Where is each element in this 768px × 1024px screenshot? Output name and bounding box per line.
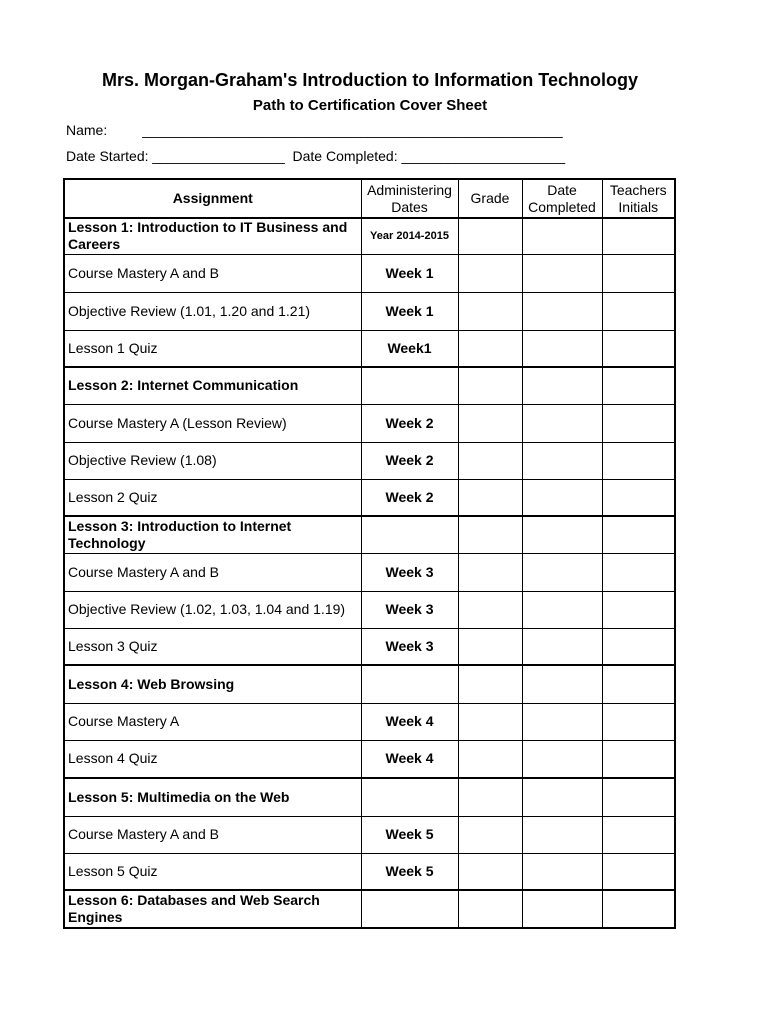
administering-dates-cell: Week 3 bbox=[361, 628, 458, 665]
date-completed-cell[interactable] bbox=[522, 778, 602, 816]
assignment-cell: Course Mastery A and B bbox=[64, 254, 361, 292]
teachers-initials-cell[interactable] bbox=[602, 816, 675, 853]
administering-dates-cell: Week 1 bbox=[361, 292, 458, 330]
date-completed-cell[interactable] bbox=[522, 516, 602, 553]
table-body bbox=[64, 218, 675, 928]
teachers-initials-cell[interactable] bbox=[602, 516, 675, 553]
date-completed-cell[interactable] bbox=[522, 330, 602, 367]
date-completed-cell[interactable] bbox=[522, 740, 602, 778]
administering-dates-cell: Week 4 bbox=[361, 740, 458, 778]
assignment-cell: Course Mastery A (Lesson Review) bbox=[64, 404, 361, 442]
assignment-cell: Lesson 4: Web Browsing bbox=[64, 665, 361, 703]
grade-cell[interactable] bbox=[458, 853, 522, 890]
administering-dates-cell bbox=[361, 778, 458, 816]
date-completed-cell[interactable] bbox=[522, 218, 602, 254]
teachers-initials-cell[interactable] bbox=[602, 442, 675, 479]
date-completed-cell[interactable] bbox=[522, 404, 602, 442]
assignment-cell: Objective Review (1.02, 1.03, 1.04 and 1.19) bbox=[64, 591, 361, 628]
table-header-row bbox=[64, 179, 675, 218]
teachers-initials-cell[interactable] bbox=[602, 330, 675, 367]
administering-dates-cell: Week 3 bbox=[361, 553, 458, 591]
date-completed-cell[interactable] bbox=[522, 703, 602, 740]
lesson-row bbox=[64, 665, 675, 703]
grade-cell[interactable] bbox=[458, 292, 522, 330]
teachers-initials-cell[interactable] bbox=[602, 628, 675, 665]
assignment-cell: Lesson 5: Multimedia on the Web bbox=[64, 778, 361, 816]
assignment-cell: Lesson 6: Databases and Web Search Engines bbox=[64, 890, 361, 928]
grade-cell[interactable] bbox=[458, 890, 522, 928]
grade-cell[interactable] bbox=[458, 591, 522, 628]
assignment-cell: Objective Review (1.08) bbox=[64, 442, 361, 479]
assignment-cell: Course Mastery A bbox=[64, 703, 361, 740]
teachers-initials-cell[interactable] bbox=[602, 778, 675, 816]
assignment-cell: Lesson 3: Introduction to Internet Technology bbox=[64, 516, 361, 553]
grade-cell[interactable] bbox=[458, 665, 522, 703]
assignment-cell: Lesson 1: Introduction to IT Business and Careers bbox=[64, 218, 361, 254]
table-row bbox=[64, 553, 675, 591]
table-row bbox=[64, 816, 675, 853]
administering-dates-cell: Week 2 bbox=[361, 404, 458, 442]
administering-dates-cell: Week 4 bbox=[361, 703, 458, 740]
assignment-cell: Lesson 4 Quiz bbox=[64, 740, 361, 778]
table-row bbox=[64, 740, 675, 778]
administering-dates-cell: Year 2014-2015 bbox=[361, 218, 458, 254]
table-row bbox=[64, 404, 675, 442]
table-row bbox=[64, 703, 675, 740]
grade-cell[interactable] bbox=[458, 330, 522, 367]
teachers-initials-cell[interactable] bbox=[602, 853, 675, 890]
date-completed-cell[interactable] bbox=[522, 853, 602, 890]
assignment-cell: Lesson 1 Quiz bbox=[64, 330, 361, 367]
grade-cell[interactable] bbox=[458, 218, 522, 254]
assignment-cell: Lesson 2 Quiz bbox=[64, 479, 361, 516]
teachers-initials-cell[interactable] bbox=[602, 591, 675, 628]
teachers-initials-cell[interactable] bbox=[602, 479, 675, 516]
administering-dates-cell bbox=[361, 516, 458, 553]
page-title: Mrs. Morgan-Graham's Introduction to Information Technology bbox=[102, 70, 638, 90]
lesson-row bbox=[64, 516, 675, 553]
administering-dates-cell: Week 5 bbox=[361, 853, 458, 890]
table-row bbox=[64, 254, 675, 292]
date-completed-cell[interactable] bbox=[522, 591, 602, 628]
grade-cell[interactable] bbox=[458, 367, 522, 404]
header-date-completed: Date Completed bbox=[522, 179, 602, 218]
header-administering-dates: Administering Dates bbox=[361, 179, 458, 218]
teachers-initials-cell[interactable] bbox=[602, 665, 675, 703]
assignment-cell: Course Mastery A and B bbox=[64, 553, 361, 591]
teachers-initials-cell[interactable] bbox=[602, 890, 675, 928]
date-completed-cell[interactable] bbox=[522, 628, 602, 665]
lesson-row bbox=[64, 890, 675, 928]
table-row bbox=[64, 442, 675, 479]
teachers-initials-cell[interactable] bbox=[602, 367, 675, 404]
grade-cell[interactable] bbox=[458, 254, 522, 292]
grade-cell[interactable] bbox=[458, 703, 522, 740]
lesson-row bbox=[64, 778, 675, 816]
teachers-initials-cell[interactable] bbox=[602, 292, 675, 330]
assignment-cell: Objective Review (1.01, 1.20 and 1.21) bbox=[64, 292, 361, 330]
teachers-initials-cell[interactable] bbox=[602, 218, 675, 254]
administering-dates-cell: Week 2 bbox=[361, 479, 458, 516]
table-row bbox=[64, 330, 675, 367]
administering-dates-cell: Week 5 bbox=[361, 816, 458, 853]
grade-cell[interactable] bbox=[458, 553, 522, 591]
table-row bbox=[64, 479, 675, 516]
grade-cell[interactable] bbox=[458, 816, 522, 853]
assignment-cell: Lesson 3 Quiz bbox=[64, 628, 361, 665]
administering-dates-cell bbox=[361, 890, 458, 928]
assignment-cell: Lesson 2: Internet Communication bbox=[64, 367, 361, 404]
administering-dates-cell: Week1 bbox=[361, 330, 458, 367]
grade-cell[interactable] bbox=[458, 628, 522, 665]
header-teachers-initials: Teachers Initials bbox=[602, 179, 675, 218]
date-completed-cell[interactable] bbox=[522, 367, 602, 404]
date-completed-cell[interactable] bbox=[522, 292, 602, 330]
administering-dates-cell: Week 1 bbox=[361, 254, 458, 292]
date-completed-cell[interactable] bbox=[522, 890, 602, 928]
teachers-initials-cell[interactable] bbox=[602, 553, 675, 591]
teachers-initials-cell[interactable] bbox=[602, 740, 675, 778]
teachers-initials-cell[interactable] bbox=[602, 404, 675, 442]
administering-dates-cell: Week 2 bbox=[361, 442, 458, 479]
grade-cell[interactable] bbox=[458, 740, 522, 778]
page-subtitle: Path to Certification Cover Sheet bbox=[252, 97, 488, 114]
date-completed-cell[interactable] bbox=[522, 816, 602, 853]
lesson-row bbox=[64, 218, 675, 254]
assignment-table bbox=[63, 178, 676, 929]
administering-dates-cell bbox=[361, 665, 458, 703]
date-completed-cell[interactable] bbox=[522, 553, 602, 591]
grade-cell[interactable] bbox=[458, 442, 522, 479]
table-row bbox=[64, 591, 675, 628]
date-completed-cell[interactable] bbox=[522, 254, 602, 292]
grade-cell[interactable] bbox=[458, 404, 522, 442]
assignment-cell: Lesson 5 Quiz bbox=[64, 853, 361, 890]
administering-dates-cell: Week 3 bbox=[361, 591, 458, 628]
grade-cell[interactable] bbox=[458, 479, 522, 516]
lesson-row bbox=[64, 367, 675, 404]
teachers-initials-cell[interactable] bbox=[602, 254, 675, 292]
grade-cell[interactable] bbox=[458, 516, 522, 553]
dates-field-line: Date Started: _________________ Date Completed: _____________________ bbox=[66, 148, 565, 164]
assignment-cell: Course Mastery A and B bbox=[64, 816, 361, 853]
teachers-initials-cell[interactable] bbox=[602, 703, 675, 740]
header-grade: Grade bbox=[458, 179, 522, 218]
table-row bbox=[64, 292, 675, 330]
date-completed-cell[interactable] bbox=[522, 479, 602, 516]
name-field-line: Name: ______________________________________________________ bbox=[66, 122, 563, 138]
grade-cell[interactable] bbox=[458, 778, 522, 816]
date-completed-cell[interactable] bbox=[522, 665, 602, 703]
header-assignment: Assignment bbox=[64, 179, 361, 218]
table-row bbox=[64, 853, 675, 890]
table-row bbox=[64, 628, 675, 665]
administering-dates-cell bbox=[361, 367, 458, 404]
date-completed-cell[interactable] bbox=[522, 442, 602, 479]
